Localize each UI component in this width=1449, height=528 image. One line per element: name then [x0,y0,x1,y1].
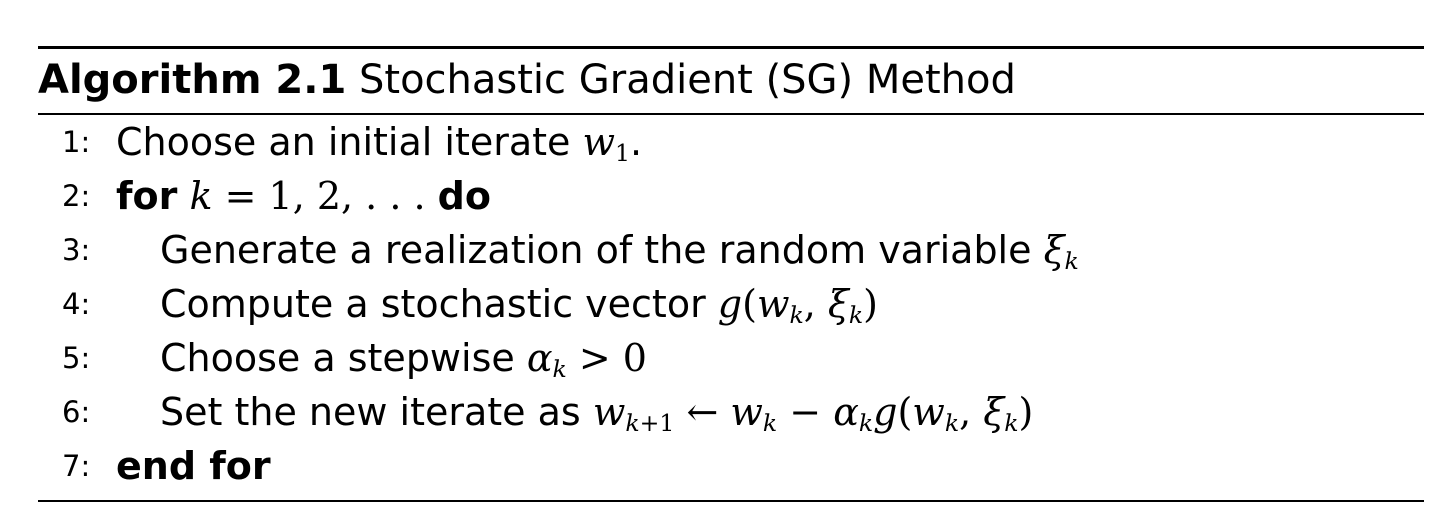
line-number: 2: [62,179,91,213]
math-xi-k: $\xi_k$ [1043,228,1079,275]
line-content [160,225,1079,275]
line-number: 7: [62,449,91,483]
line-number: 1: [62,125,91,159]
line-text: Choose an initial iterate [116,120,583,164]
line-number: 6: [62,395,91,429]
top-rule [38,46,1424,49]
math-w1: $w_1$ [582,120,631,167]
line-text: Choose a stepwise [160,336,527,380]
keyword-for: for [116,174,178,218]
line-text: Set the new iterate as [160,390,593,434]
algorithm-title [38,52,1016,108]
algorithm-label: Algorithm 2.1 [38,57,347,103]
line-content [160,333,647,383]
line-content [116,171,491,221]
line-content: Choose an initial iterate $w_1$. [116,120,643,167]
algorithm-name: Stochastic Gradient (SG) Method [359,57,1016,103]
line-number: 4: [62,287,91,321]
line-content [160,387,1033,437]
math-g-wk-xik: $g(w_k$, $\xi_k$) [717,282,878,329]
bottom-rule [38,500,1424,502]
line-number: 3: [62,233,91,267]
math-alpha-positive: $\alpha_k > 0$ [526,336,647,383]
math-loop-range: k = 1, 2, . . . [189,174,426,218]
math-update-rule: $w_{k+1}$ ← $w_k - \alpha_kg(w_k$, $\xi_k$) [592,390,1034,437]
line-content [160,279,878,329]
line-content [116,441,271,491]
header-rule [38,113,1424,115]
keyword-end-for: end for [116,444,271,488]
keyword-do: do [437,174,491,218]
line-text: Compute a stochastic vector [160,282,718,326]
line-text: Generate a realization of the random variable [160,228,1044,272]
line-number: 5: [62,341,91,375]
